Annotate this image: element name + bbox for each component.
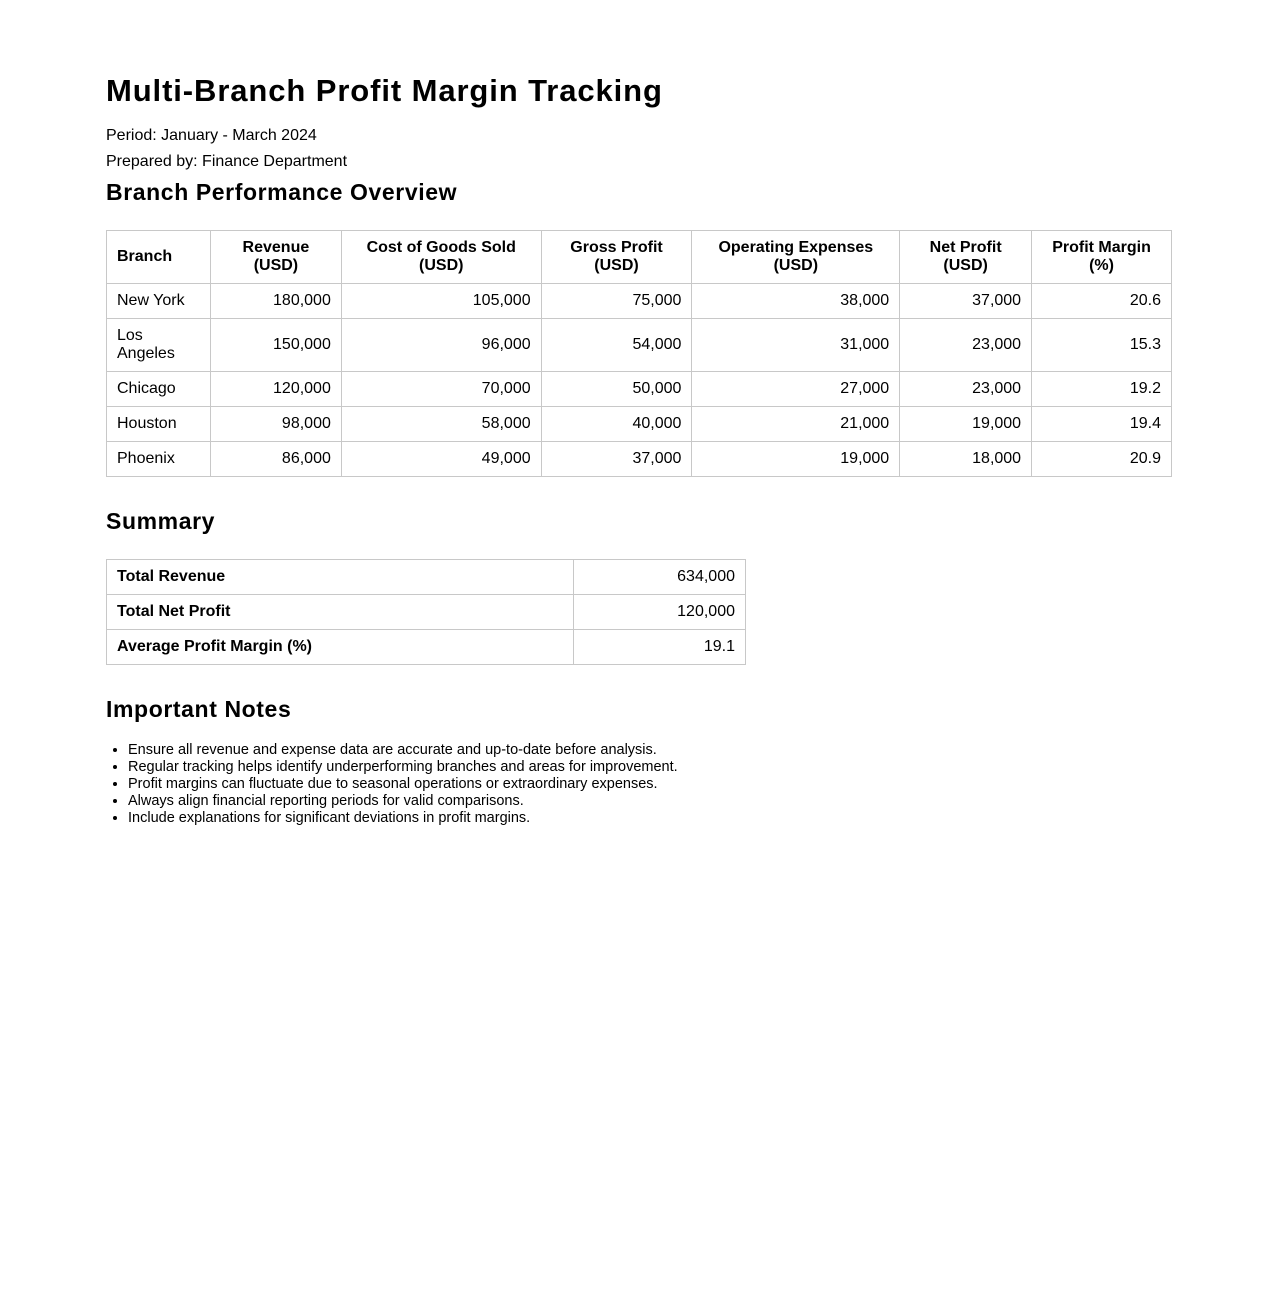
column-header: [341, 231, 541, 284]
column-header-unit: (USD): [943, 257, 988, 274]
summary-table: [106, 559, 746, 665]
report-period: Period: January - March 2024: [106, 127, 317, 144]
branch-name-cell: Los Angeles: [107, 319, 211, 372]
net-profit-cell: 23,000: [900, 372, 1032, 407]
operating-expenses-cell: 19,000: [692, 442, 900, 477]
summary-label: Total Revenue: [107, 560, 574, 595]
column-header: [107, 231, 211, 284]
summary-value: 19.1: [574, 630, 746, 665]
list-item: • Include explanations for significant deviations in profit margins.: [128, 810, 678, 827]
column-header-label: Gross Profit: [570, 239, 663, 256]
column-header-unit: (USD): [419, 257, 464, 274]
net-profit-cell: 19,000: [900, 407, 1032, 442]
branch-name-cell: New York: [107, 284, 211, 319]
branch-performance-table: [106, 230, 1172, 477]
revenue-cell: 98,000: [210, 407, 341, 442]
table-row: [107, 372, 1172, 407]
table-row: [107, 284, 1172, 319]
column-header: [1032, 231, 1172, 284]
operating-expenses-cell: 27,000: [692, 372, 900, 407]
gross-profit-cell: 40,000: [541, 407, 692, 442]
summary-row: [107, 595, 746, 630]
operating-expenses-cell: 31,000: [692, 319, 900, 372]
revenue-cell: 86,000: [210, 442, 341, 477]
profit-margin-cell: 19.2: [1032, 372, 1172, 407]
list-item: • Profit margins can fluctuate due to seasonal operations or extraordinary expenses.: [128, 776, 678, 793]
cogs-cell: 49,000: [341, 442, 541, 477]
net-profit-cell: 23,000: [900, 319, 1032, 372]
list-item: • Ensure all revenue and expense data are accurate and up-to-date before analysis.: [128, 742, 678, 759]
summary-row: [107, 630, 746, 665]
revenue-cell: 180,000: [210, 284, 341, 319]
list-item: • Regular tracking helps identify underperforming branches and areas for improvement.: [128, 759, 678, 776]
summary-heading: Summary: [106, 508, 216, 534]
column-header-label: Branch: [117, 248, 173, 265]
gross-profit-cell: 54,000: [541, 319, 692, 372]
gross-profit-cell: 50,000: [541, 372, 692, 407]
column-header-label: Cost of Goods Sold: [366, 239, 516, 256]
profit-margin-cell: 19.4: [1032, 407, 1172, 442]
column-header: [541, 231, 692, 284]
cogs-cell: 70,000: [341, 372, 541, 407]
branch-name-cell: Houston: [107, 407, 211, 442]
summary-value: 120,000: [574, 595, 746, 630]
gross-profit-cell: 37,000: [541, 442, 692, 477]
branch-name-cell: Chicago: [107, 372, 211, 407]
gross-profit-cell: 75,000: [541, 284, 692, 319]
operating-expenses-cell: 21,000: [692, 407, 900, 442]
profit-margin-cell: 15.3: [1032, 319, 1172, 372]
column-header: [900, 231, 1032, 284]
column-header-label: Profit Margin: [1052, 239, 1151, 256]
operating-expenses-cell: 38,000: [692, 284, 900, 319]
column-header-unit: (%): [1089, 257, 1114, 274]
summary-value: 634,000: [574, 560, 746, 595]
column-header-unit: (USD): [594, 257, 639, 274]
table-row: [107, 442, 1172, 477]
revenue-cell: 120,000: [210, 372, 341, 407]
notes-list: [106, 742, 678, 827]
overview-heading: Branch Performance Overview: [106, 179, 458, 205]
cogs-cell: 58,000: [341, 407, 541, 442]
table-row: [107, 319, 1172, 372]
profit-margin-cell: 20.9: [1032, 442, 1172, 477]
notes-heading: Important Notes: [106, 696, 292, 722]
summary-label: Total Net Profit: [107, 595, 574, 630]
list-item: • Always align financial reporting periods for valid comparisons.: [128, 793, 678, 810]
table-row: [107, 407, 1172, 442]
revenue-cell: 150,000: [210, 319, 341, 372]
net-profit-cell: 18,000: [900, 442, 1032, 477]
column-header-label: Operating Expenses: [718, 239, 874, 256]
page-title: Multi-Branch Profit Margin Tracking: [106, 73, 663, 108]
column-header: [692, 231, 900, 284]
report-prepared-by: Prepared by: Finance Department: [106, 153, 348, 170]
cogs-cell: 105,000: [341, 284, 541, 319]
summary-label: Average Profit Margin (%): [107, 630, 574, 665]
net-profit-cell: 37,000: [900, 284, 1032, 319]
summary-row: [107, 560, 746, 595]
column-header-unit: (USD): [253, 257, 299, 274]
table-header-row: [107, 231, 1172, 284]
column-header-label: Revenue: [242, 239, 310, 256]
column-header-label: Net Profit: [929, 239, 1002, 256]
branch-name-cell: Phoenix: [107, 442, 211, 477]
column-header: [210, 231, 341, 284]
column-header-unit: (USD): [773, 257, 819, 274]
profit-margin-cell: 20.6: [1032, 284, 1172, 319]
cogs-cell: 96,000: [341, 319, 541, 372]
